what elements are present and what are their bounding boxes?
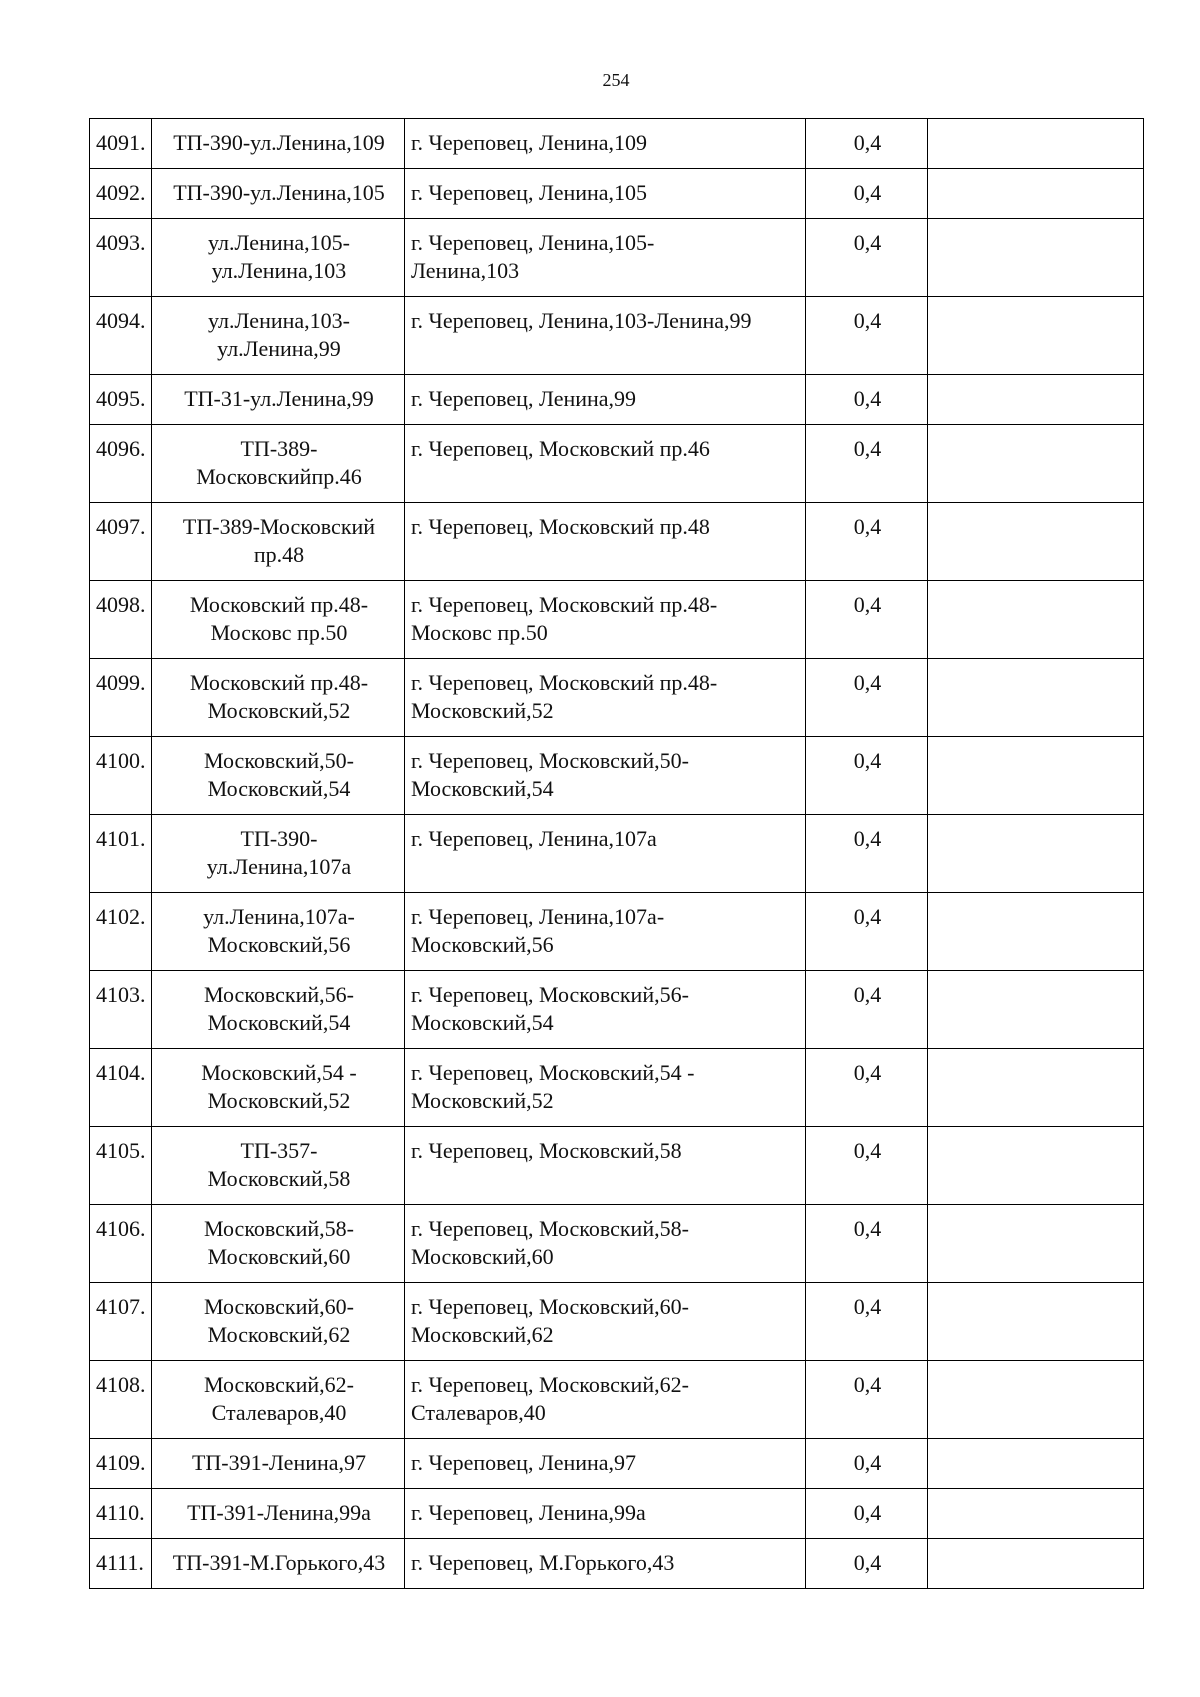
table-row — [90, 1539, 1144, 1589]
line-name-cell: ТП-390- ул.Ленина,107а — [152, 815, 405, 893]
voltage-cell: 0,4 — [806, 659, 928, 737]
table-row — [90, 503, 1144, 581]
empty-cell — [928, 425, 1144, 503]
voltage-cell: 0,4 — [806, 1489, 928, 1539]
row-number-cell: 4102. — [90, 893, 152, 971]
voltage-cell: 0,4 — [806, 219, 928, 297]
table-row — [90, 1205, 1144, 1283]
address-cell: г. Череповец, Московский,56- Московский,54 — [405, 971, 806, 1049]
address-cell: г. Череповец, Ленина,107а- Московский,56 — [405, 893, 806, 971]
row-number-cell: 4111. — [90, 1539, 152, 1589]
row-number-cell: 4104. — [90, 1049, 152, 1127]
row-number-cell: 4096. — [90, 425, 152, 503]
voltage-cell: 0,4 — [806, 581, 928, 659]
address-cell: г. Череповец, Ленина,107а — [405, 815, 806, 893]
voltage-cell: 0,4 — [806, 1127, 928, 1205]
voltage-cell: 0,4 — [806, 119, 928, 169]
empty-cell — [928, 1489, 1144, 1539]
line-name-cell: ул.Ленина,107а- Московский,56 — [152, 893, 405, 971]
voltage-cell: 0,4 — [806, 737, 928, 815]
address-cell: г. Череповец, М.Горького,43 — [405, 1539, 806, 1589]
row-number-cell: 4093. — [90, 219, 152, 297]
table-row — [90, 1283, 1144, 1361]
line-name-cell: ул.Ленина,103- ул.Ленина,99 — [152, 297, 405, 375]
address-cell: г. Череповец, Московский пр.48- Московский,52 — [405, 659, 806, 737]
line-name-cell: ТП-357- Московский,58 — [152, 1127, 405, 1205]
row-number-cell: 4105. — [90, 1127, 152, 1205]
table-row — [90, 219, 1144, 297]
table-row — [90, 297, 1144, 375]
line-name-cell: ул.Ленина,105- ул.Ленина,103 — [152, 219, 405, 297]
line-name-cell: ТП-389- Московскийпр.46 — [152, 425, 405, 503]
row-number-cell: 4099. — [90, 659, 152, 737]
empty-cell — [928, 581, 1144, 659]
empty-cell — [928, 737, 1144, 815]
line-name-cell: ТП-391-М.Горького,43 — [152, 1539, 405, 1589]
line-name-cell: Московский,60- Московский,62 — [152, 1283, 405, 1361]
empty-cell — [928, 815, 1144, 893]
voltage-cell: 0,4 — [806, 503, 928, 581]
voltage-cell: 0,4 — [806, 425, 928, 503]
voltage-cell: 0,4 — [806, 1049, 928, 1127]
address-cell: г. Череповец, Ленина,103-Ленина,99 — [405, 297, 806, 375]
page-number: 254 — [602, 70, 630, 90]
voltage-cell: 0,4 — [806, 1283, 928, 1361]
row-number-cell: 4092. — [90, 169, 152, 219]
registry-table-body — [90, 119, 1144, 1589]
table-row — [90, 737, 1144, 815]
table-row — [90, 1361, 1144, 1439]
empty-cell — [928, 1205, 1144, 1283]
line-name-cell: ТП-31-ул.Ленина,99 — [152, 375, 405, 425]
empty-cell — [928, 659, 1144, 737]
empty-cell — [928, 297, 1144, 375]
row-number-cell: 4106. — [90, 1205, 152, 1283]
row-number-cell: 4094. — [90, 297, 152, 375]
address-cell: г. Череповец, Ленина,99а — [405, 1489, 806, 1539]
line-name-cell: ТП-391-Ленина,97 — [152, 1439, 405, 1489]
row-number-cell: 4108. — [90, 1361, 152, 1439]
empty-cell — [928, 1049, 1144, 1127]
empty-cell — [928, 375, 1144, 425]
empty-cell — [928, 1283, 1144, 1361]
table-row — [90, 375, 1144, 425]
line-name-cell: Московский,50- Московский,54 — [152, 737, 405, 815]
registry-table — [89, 118, 1144, 1589]
voltage-cell: 0,4 — [806, 297, 928, 375]
voltage-cell: 0,4 — [806, 1439, 928, 1489]
address-cell: г. Череповец, Ленина,105- Ленина,103 — [405, 219, 806, 297]
table-row — [90, 659, 1144, 737]
line-name-cell: Московский пр.48- Московский,52 — [152, 659, 405, 737]
line-name-cell: ТП-391-Ленина,99а — [152, 1489, 405, 1539]
empty-cell — [928, 503, 1144, 581]
voltage-cell: 0,4 — [806, 1539, 928, 1589]
line-name-cell: Московский пр.48- Московс пр.50 — [152, 581, 405, 659]
address-cell: г. Череповец, Московский,62- Сталеваров,40 — [405, 1361, 806, 1439]
row-number-cell: 4101. — [90, 815, 152, 893]
voltage-cell: 0,4 — [806, 375, 928, 425]
line-name-cell: Московский,58- Московский,60 — [152, 1205, 405, 1283]
row-number-cell: 4109. — [90, 1439, 152, 1489]
table-row — [90, 971, 1144, 1049]
table-row — [90, 425, 1144, 503]
address-cell: г. Череповец, Ленина,109 — [405, 119, 806, 169]
address-cell: г. Череповец, Московский пр.48- Московс пр.50 — [405, 581, 806, 659]
row-number-cell: 4097. — [90, 503, 152, 581]
address-cell: г. Череповец, Ленина,99 — [405, 375, 806, 425]
row-number-cell: 4095. — [90, 375, 152, 425]
voltage-cell: 0,4 — [806, 169, 928, 219]
empty-cell — [928, 119, 1144, 169]
table-row — [90, 119, 1144, 169]
line-name-cell: ТП-390-ул.Ленина,109 — [152, 119, 405, 169]
address-cell: г. Череповец, Московский,54 - Московский,52 — [405, 1049, 806, 1127]
table-row — [90, 1489, 1144, 1539]
empty-cell — [928, 971, 1144, 1049]
row-number-cell: 4110. — [90, 1489, 152, 1539]
voltage-cell: 0,4 — [806, 1361, 928, 1439]
table-row — [90, 1049, 1144, 1127]
voltage-cell: 0,4 — [806, 1205, 928, 1283]
line-name-cell: Московский,56- Московский,54 — [152, 971, 405, 1049]
address-cell: г. Череповец, Московский,58 — [405, 1127, 806, 1205]
empty-cell — [928, 1439, 1144, 1489]
address-cell: г. Череповец, Московский,50- Московский,54 — [405, 737, 806, 815]
empty-cell — [928, 219, 1144, 297]
voltage-cell: 0,4 — [806, 815, 928, 893]
line-name-cell: ТП-390-ул.Ленина,105 — [152, 169, 405, 219]
table-row — [90, 1439, 1144, 1489]
table-row — [90, 893, 1144, 971]
line-name-cell: Московский,62- Сталеваров,40 — [152, 1361, 405, 1439]
address-cell: г. Череповец, Московский пр.48 — [405, 503, 806, 581]
row-number-cell: 4107. — [90, 1283, 152, 1361]
table-row — [90, 1127, 1144, 1205]
address-cell: г. Череповец, Ленина,105 — [405, 169, 806, 219]
row-number-cell: 4100. — [90, 737, 152, 815]
address-cell: г. Череповец, Ленина,97 — [405, 1439, 806, 1489]
empty-cell — [928, 893, 1144, 971]
address-cell: г. Череповец, Московский,60- Московский,62 — [405, 1283, 806, 1361]
line-name-cell: Московский,54 - Московский,52 — [152, 1049, 405, 1127]
voltage-cell: 0,4 — [806, 971, 928, 1049]
row-number-cell: 4103. — [90, 971, 152, 1049]
table-row — [90, 815, 1144, 893]
table-row — [90, 169, 1144, 219]
row-number-cell: 4091. — [90, 119, 152, 169]
empty-cell — [928, 1539, 1144, 1589]
empty-cell — [928, 1127, 1144, 1205]
table-row — [90, 581, 1144, 659]
row-number-cell: 4098. — [90, 581, 152, 659]
address-cell: г. Череповец, Московский пр.46 — [405, 425, 806, 503]
empty-cell — [928, 169, 1144, 219]
empty-cell — [928, 1361, 1144, 1439]
line-name-cell: ТП-389-Московский пр.48 — [152, 503, 405, 581]
address-cell: г. Череповец, Московский,58- Московский,60 — [405, 1205, 806, 1283]
voltage-cell: 0,4 — [806, 893, 928, 971]
